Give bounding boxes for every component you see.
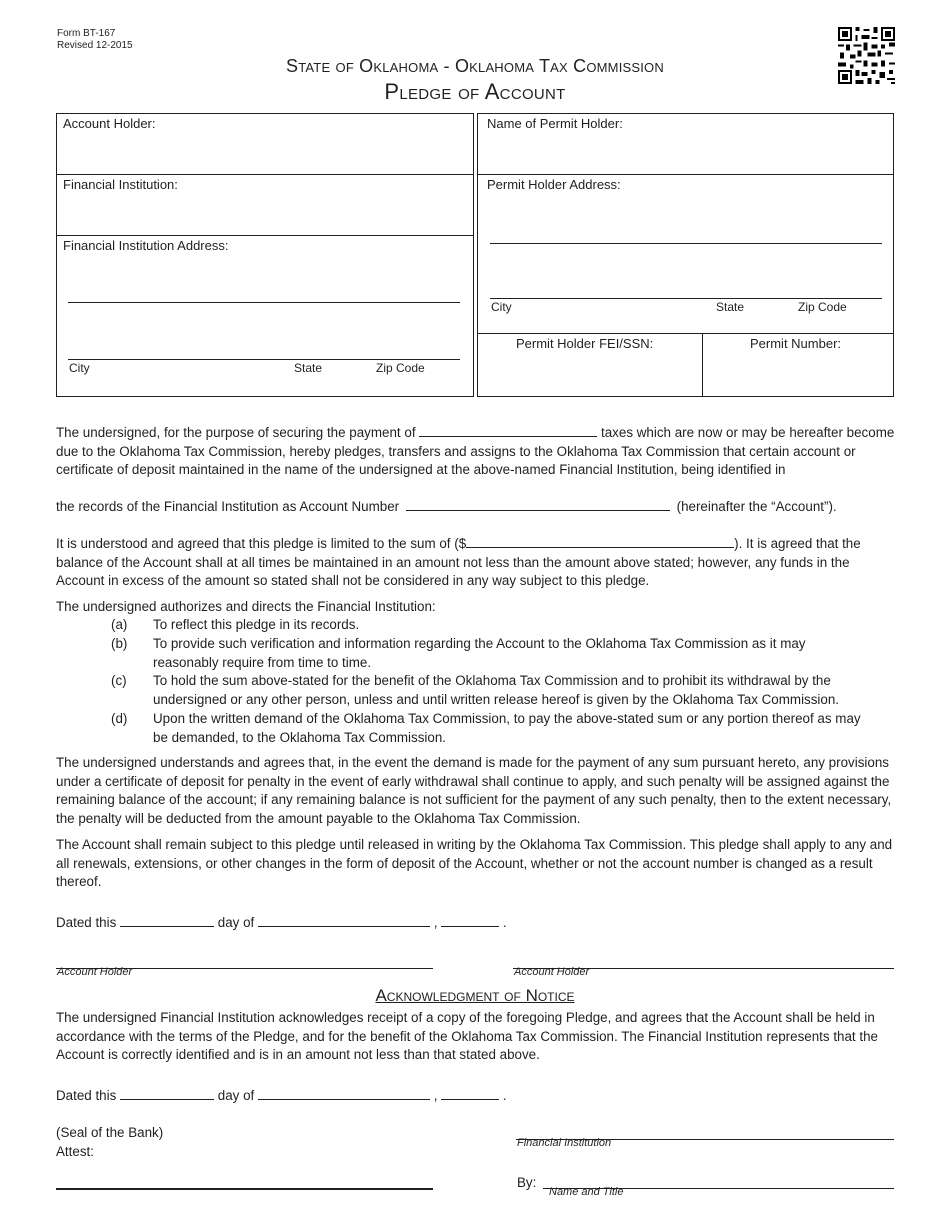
account-holder-label: Account Holder: xyxy=(63,116,156,131)
release-paragraph: The Account shall remain subject to this pledge until released in writing by the Oklahoma Tax Commission. This pledge shall apply to any and all renewals, extensions, or other changes in the form of deposit of the Account, whether or not the account number is changed as a result thereof. xyxy=(56,837,893,889)
ph-city-line xyxy=(490,298,882,299)
sum-text-2: ). It is agreed that the xyxy=(734,536,861,551)
pledge-text-1: The undersigned, for the purpose of securing the payment of xyxy=(56,425,416,440)
fi-city-label: City xyxy=(69,361,90,375)
account-hereinafter-text: (hereinafter the “Account”). xyxy=(676,499,837,514)
permit-holder-address-field[interactable] xyxy=(477,174,894,334)
dated-this-text: Dated this xyxy=(56,1088,117,1103)
list-letter: (a) xyxy=(111,617,128,632)
period-text: . xyxy=(502,1088,507,1103)
agency-title: State of Oklahoma - Oklahoma Tax Commission xyxy=(286,56,664,76)
account-holder-caption-2: Account Holder xyxy=(514,966,590,978)
acknowledgment-paragraph: The undersigned Financial Institution acknowledges receipt of a copy of the foregoing Pledge, and agrees that the Account shall be held in accordance with the terms of the Pledge, and for the benefit of the Oklahoma Tax Commission. The Financial Institution represents that the Account is correctly identified and is in an amount not less than that stated above. xyxy=(56,1010,878,1062)
month-blank[interactable] xyxy=(258,1087,430,1100)
day-of-text: day of xyxy=(217,1088,255,1103)
seal-of-bank: (Seal of the Bank) xyxy=(56,1125,164,1140)
financial-institution-label: Financial Institution: xyxy=(63,177,178,192)
attest-label: Attest: xyxy=(56,1144,94,1159)
day-blank[interactable] xyxy=(120,914,214,927)
ph-address-line xyxy=(490,243,882,244)
acknowledgment-title: Acknowledgment of Notice xyxy=(375,986,575,1005)
month-blank[interactable] xyxy=(258,914,430,927)
list-letter: (d) xyxy=(111,711,128,726)
permit-number-label: Permit Number: xyxy=(750,336,842,351)
fi-city-line xyxy=(68,359,460,360)
pledge-text-3: become due to the Oklahoma Tax Commission, hereby pledges, transfers and assigns to the Oklahoma Tax Commission that certain account or certificate of deposit maintained in the name of the undersigned at the above-named Financial Institution, being identified in xyxy=(56,425,895,477)
list-letter: (b) xyxy=(111,636,128,651)
name-title-caption: Name and Title xyxy=(549,1186,624,1198)
account-number-paragraph xyxy=(56,498,896,517)
fei-ssn-field[interactable] xyxy=(477,333,703,397)
list-text: To hold the sum above-stated for the benefit of the Oklahoma Tax Commission and to prohibit its withdrawal by the undersigned or any other person, unless and until written release hereof is given by the Oklahoma Tax Commission. xyxy=(153,673,840,707)
account-number-text: the records of the Financial Institution as Account Number xyxy=(56,499,400,514)
financial-institution-caption: Financial Institution xyxy=(517,1137,612,1149)
sum-text-1: It is understood and agreed that this pledge is limited to the sum of ($ xyxy=(56,536,467,551)
fei-ssn-label: Permit Holder FEI/SSN: xyxy=(516,336,654,351)
fi-address-line xyxy=(68,302,460,303)
dated-this-text: Dated this xyxy=(56,915,117,930)
list-text: To provide such verification and information regarding the Account to the Oklahoma Tax Commission as it may reasonably require from time to time. xyxy=(153,636,806,670)
form-number-block xyxy=(57,28,133,52)
period-text: . xyxy=(502,915,507,930)
tax-type-blank[interactable] xyxy=(419,424,597,437)
sum-amount-blank[interactable] xyxy=(466,535,734,548)
day-of-text: day of xyxy=(217,915,255,930)
permit-number-field[interactable] xyxy=(702,333,894,397)
comma-text: , xyxy=(433,1088,438,1103)
day-blank[interactable] xyxy=(120,1087,214,1100)
attest-signature-line[interactable] xyxy=(56,1188,433,1190)
fi-state-label: State xyxy=(294,361,323,375)
account-number-blank[interactable] xyxy=(406,498,670,511)
ph-zip-label: Zip Code xyxy=(798,300,847,314)
dated-line-2 xyxy=(56,1087,896,1106)
list-text: Upon the written demand of the Oklahoma Tax Commission, to pay the above-stated sum or any portion thereof as may be demanded, to the Oklahoma Tax Commission. xyxy=(153,711,861,745)
permit-holder-address-label: Permit Holder Address: xyxy=(487,177,621,192)
account-holder-caption-1: Account Holder xyxy=(57,966,133,978)
list-text: To reflect this pledge in its records. xyxy=(153,617,360,632)
dated-line-1 xyxy=(56,914,896,933)
permit-holder-name-field[interactable] xyxy=(477,113,894,175)
year-blank[interactable] xyxy=(441,914,499,927)
account-holder-field[interactable] xyxy=(56,113,474,175)
fi-address-label: Financial Institution Address: xyxy=(63,238,229,253)
year-blank[interactable] xyxy=(441,1087,499,1100)
list-letter: (c) xyxy=(111,673,127,688)
fi-address-field[interactable] xyxy=(56,235,474,397)
sum-paragraph xyxy=(56,535,896,591)
fi-zip-label: Zip Code xyxy=(376,361,425,375)
by-label: By: xyxy=(517,1175,537,1190)
pledge-paragraph xyxy=(56,424,896,480)
pledge-text-2: taxes which are now or may be hereafter xyxy=(601,425,843,440)
financial-institution-field[interactable] xyxy=(56,174,474,236)
ph-state-label: State xyxy=(716,300,745,314)
permit-holder-name-label: Name of Permit Holder: xyxy=(487,116,623,131)
ph-city-label: City xyxy=(491,300,512,314)
sum-text-3: balance of the Account shall at all times be maintained in an amount not less than the amount above stated; however, any funds in the Account in excess of the amount so stated shall not be considered in any way subject to this pledge. xyxy=(56,554,850,588)
revised-date: Revised 12-2015 xyxy=(57,40,133,51)
page-title: Pledge of Account xyxy=(384,79,566,104)
penalty-paragraph: The undersigned understands and agrees that, in the event the demand is made for the payment of any sum pursuant hereto, any provisions under a certificate of deposit for penalty in the event of early withdrawal shall continue to apply, and such penalty will be assigned against the remaining balance of the account; if any remaining balance is not sufficient for the payment of any such penalty, then to the extent necessary, the penalty will be deducted from the amount payable to the Oklahoma Tax Commission. xyxy=(56,755,892,826)
comma-text: , xyxy=(433,915,438,930)
authorize-paragraph: The undersigned authorizes and directs the Financial Institution: xyxy=(56,599,436,614)
form-number: Form BT-167 xyxy=(57,28,116,39)
